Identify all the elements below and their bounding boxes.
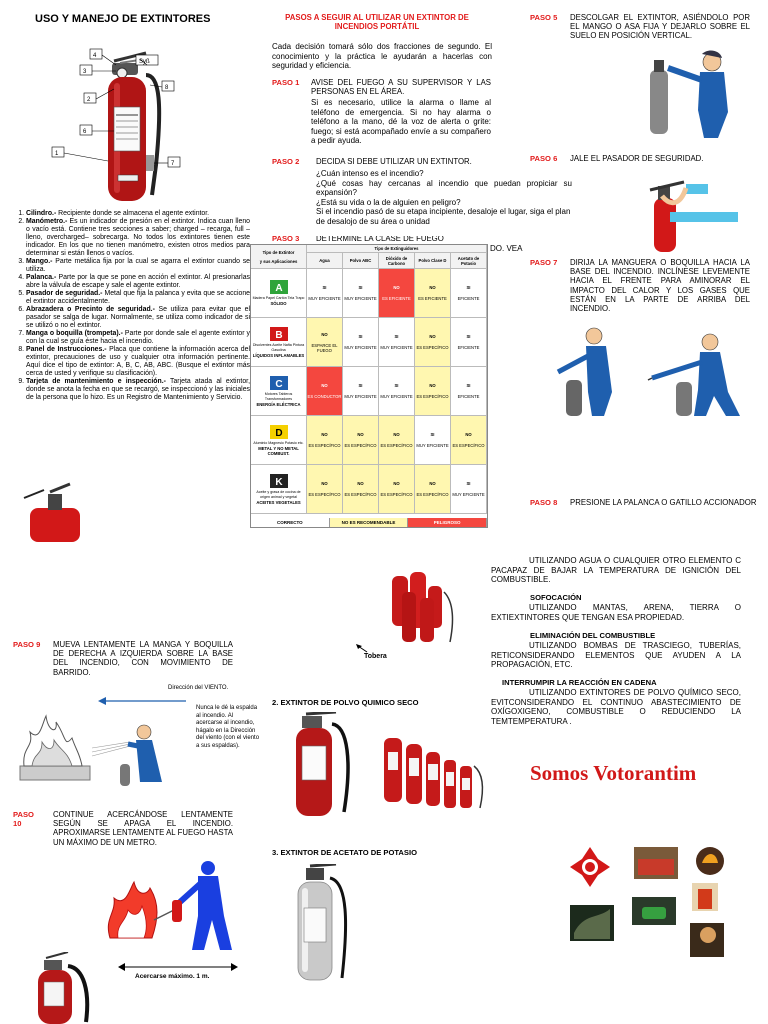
table-cell-note: ES ESPECÍFICO xyxy=(416,345,449,350)
extinguisher-group-icon xyxy=(388,562,458,644)
table-cell xyxy=(379,269,415,318)
callout-3: 3 xyxy=(83,69,87,75)
wind-label: Dirección del VIENTO. xyxy=(168,685,229,691)
extinguisher-bottom-icon xyxy=(28,952,98,1024)
table-cell-note: ES ESPECÍFICO xyxy=(380,492,413,497)
table-cell-note: ES EFICIENTE xyxy=(418,296,447,301)
table-cell xyxy=(379,367,415,416)
svg-text:A: A xyxy=(274,283,283,294)
sweep-fire-illustration xyxy=(12,712,192,792)
table-cell-note: ES ESPECÍFICO xyxy=(308,492,341,497)
table-row-label xyxy=(251,318,307,367)
table-cell-verdict: NO xyxy=(321,481,328,486)
table-row-sub: Aluminio Magnesio Potasio etc. xyxy=(253,440,304,445)
table-cell-verdict: NO xyxy=(429,334,436,339)
table-cell xyxy=(379,318,415,367)
paso1-body: Si es necesario, utilice la alarma o llame al teléfono de emergencia. Si no hay alarma o teléfono a la mano, dé la voz de alerta o grite: fuego; si está acompañado envíe a su compañero a pedir ayuda. xyxy=(311,98,491,146)
table-cell-verdict: SI xyxy=(358,285,363,290)
table-cell-verdict: SI xyxy=(466,481,471,486)
paso8-text: PRESIONE LA PALANCA O GATILLO ACCIONADOR xyxy=(570,498,757,507)
callout-2: 2 xyxy=(87,97,91,103)
part-desc: Tarjeta atada al extintor, donde se anota la fecha en que se recargó, se inspeccionó y las iniciales de la persona que lo hizo. Es un Registro de Mantenimiento y Servicio. xyxy=(26,378,250,401)
table-group-header: Tipo de Extinguidores xyxy=(307,245,487,253)
table-cell xyxy=(343,367,379,416)
table-cell-note: ESPARCE EL FUEGO xyxy=(311,342,338,353)
table-cell xyxy=(451,269,487,318)
table-cell-verdict: NO xyxy=(393,285,400,290)
table-cell-note: MUY EFICIENTE xyxy=(344,394,377,399)
svg-text:K: K xyxy=(274,476,283,488)
table-cell-verdict: SI xyxy=(394,334,399,339)
callout-8: 8 xyxy=(165,85,169,91)
table-cell xyxy=(415,318,451,367)
table-header-2: Dióxido de Carbono xyxy=(379,253,415,269)
table-cell xyxy=(343,416,379,465)
table-row-sub: Disolventes Aceite Nafta Pintura Gasolina xyxy=(252,342,305,352)
part-item xyxy=(26,274,250,290)
table-cell-note: ES ESPECÍFICO xyxy=(308,443,341,448)
approach-fire-illustration xyxy=(100,858,240,958)
part-name: Mango.- xyxy=(26,258,53,265)
table-row-name: METAL Y NO METAL COMBUST. xyxy=(258,445,299,456)
table-cell xyxy=(451,318,487,367)
paso2-body: ¿Cuán intenso es el incendio? ¿Qué cosas hay cercanas al incendio que puedan propiciar su expansión? ¿Está su vida o la de alguien en peligro? Si el incendio pasó de su etapa incipiente, desaloje el lugar, siga el plan de desalojo de su área o unidad xyxy=(316,169,572,226)
extinguisher-pqs-icon xyxy=(284,712,354,816)
paso3-tail: DO. VEA xyxy=(490,244,523,253)
fire-class-table xyxy=(250,244,488,528)
table-row-label xyxy=(251,416,307,465)
tobera-label: Tobera xyxy=(364,653,387,660)
table-cell xyxy=(451,367,487,416)
middle-title: PASOS A SEGUIR AL UTILIZAR UN EXTINTOR DE INCENDIOS PORTÁTIL xyxy=(285,13,469,31)
table-cell-verdict: SI xyxy=(358,383,363,388)
table-cell-note: ES ESPECÍFICO xyxy=(344,443,377,448)
table-row-sub: Motores Tableros Transformadores xyxy=(264,391,293,401)
table-cell-note: ES ESPECÍFICO xyxy=(452,443,485,448)
callout-4: 4 xyxy=(93,53,97,59)
table-cell-note: MUY EFICIENTE xyxy=(344,345,377,350)
table-cell xyxy=(307,465,343,514)
extinguisher-parts-diagram xyxy=(50,45,190,207)
table-row-sub: Aceite y grasa de cocina de origen animal y vegetal xyxy=(256,489,301,499)
table-cell-verdict: SI xyxy=(394,383,399,388)
distance-arrow-icon xyxy=(118,963,238,971)
paso9-text: MUEVA LENTAMENTE LA MANGA Y BOQUILLA DE DERECHA A IZQUIERDA SOBRE LA BASE DEL INCENDIO, CON MOVIMIENTO DE BARRIDO. xyxy=(53,640,233,677)
table-col1-header xyxy=(251,245,307,269)
table-cell-verdict: NO xyxy=(357,432,364,437)
table-header-0: Agua xyxy=(307,253,343,269)
table-cell-note: MUY EFICIENTE xyxy=(308,296,341,301)
part-name: Abrazadera o Precinto de seguridad.- xyxy=(26,306,155,313)
ext3-title: 3. EXTINTOR DE ACETATO DE POTASIO xyxy=(272,848,417,857)
table-row-name: ENERGÍA ELÉCTRICA xyxy=(256,401,301,407)
table-cell-note: EFICIENTE xyxy=(457,345,480,350)
table-cell-verdict: NO xyxy=(321,331,328,337)
table-cell xyxy=(379,465,415,514)
table-cell xyxy=(307,416,343,465)
part-name: Cilindro.- xyxy=(26,210,57,217)
table-cell xyxy=(307,318,343,367)
table-header-1: Polvo ABC xyxy=(343,253,379,269)
part-item xyxy=(26,210,250,218)
table-row-sub: Madera Papel Cartón Tela Trapo xyxy=(252,296,305,300)
interr-title: INTERRUMPIR LA REACCIÓN EN CADENA xyxy=(502,678,657,687)
table-header-4: Acetato de Potasio xyxy=(451,253,487,269)
fire-class-c-icon xyxy=(270,376,288,390)
part-desc: Parte metálica fija por la cual se agarra el extintor cuando se utiliza. xyxy=(26,258,250,273)
callout-syb: Syß xyxy=(139,59,150,65)
table-cell-note: MUY EFICIENTE xyxy=(416,443,449,448)
part-desc: Parte por donde sale el agente extintor y con la cual se guía éste hacia el incendio. xyxy=(26,330,250,345)
table-cell-verdict: NO xyxy=(321,383,328,388)
legend-item: CORRECTO xyxy=(251,518,330,527)
part-name: Tarjeta de mantenimiento e inspección.- xyxy=(26,378,166,385)
table-cell-note: MUY EFICIENTE xyxy=(380,394,413,399)
part-name: Panel de Instrucciones.- xyxy=(26,346,107,353)
table-col1b: y sus Aplicaciones xyxy=(259,258,298,264)
table-legend xyxy=(251,518,487,527)
parts-list xyxy=(14,210,250,402)
table-cell-note: MUY EFICIENTE xyxy=(452,492,485,497)
fire-class-k-icon xyxy=(270,474,288,488)
interr-text: UTILIZANDO EXTINTORES DE POLVO QUÍMICO SECO, EVITCONSIDERANDO EL CONTINUO ABASTECIMIENTO DE OXÍGOXIGENO, COMBUSTIBLE O REDUCIENDO LA TEMTEMPERATURA . xyxy=(491,688,741,726)
table-cell-verdict: NO xyxy=(429,481,436,486)
paso2-head: DECIDA SI DEBE UTILIZAR UN EXTINTOR. xyxy=(316,157,472,166)
table-cell-note: MUY EFICIENTE xyxy=(344,296,377,301)
table-cell xyxy=(415,465,451,514)
paso5-text: DESCOLGAR EL EXTINTOR, ASIÉNDOLO POR EL MANGO O ASA FIJA Y DEJARLO SOBRE EL SUELO EN POSICIÓN VERTICAL. xyxy=(570,13,750,41)
table-cell xyxy=(451,465,487,514)
table-cell-verdict: NO xyxy=(357,481,364,486)
paso6-text: JALE EL PASADOR DE SEGURIDAD. xyxy=(570,154,704,163)
part-item xyxy=(26,218,250,258)
table-cell-note: MUY EFICIENTE xyxy=(380,345,413,350)
wind-arrow-icon xyxy=(98,696,188,706)
paso7-label: PASO 7 xyxy=(530,258,558,267)
part-desc: Recipiente donde se almacena el agente extintor. xyxy=(56,210,210,217)
callout-1: 1 xyxy=(55,151,59,157)
callout-6: 6 xyxy=(83,129,87,135)
part-name: Pasador de seguridad.- xyxy=(26,290,103,297)
elim-title: ELIMINACIÓN DEL COMBUSTIBLE xyxy=(530,631,656,640)
table-cell-note: ES EFICIENTE xyxy=(382,296,411,301)
part-name: Palanca.- xyxy=(26,274,57,281)
table-row-label xyxy=(251,465,307,514)
part-item xyxy=(26,306,250,330)
paso9-label: PASO 9 xyxy=(13,640,41,649)
table-cell-note: ES ESPECÍFICO xyxy=(380,443,413,448)
table-cell-verdict: SI xyxy=(466,383,471,388)
svg-text:C: C xyxy=(274,378,283,390)
left-title: USO Y MANEJO DE EXTINTORES xyxy=(35,13,211,25)
sofoc-text: UTILIZANDO MANTAS, ARENA, TIERRA O EXTIEXTINTORES QUE TENGAN ESA PROPIEDAD. xyxy=(491,603,741,622)
table-cell-verdict: SI xyxy=(466,285,471,290)
middle-intro: Cada decisión tomará sólo dos fracciones de segundo. El conocimiento y la práctica le ayudarán a hacerlas con seguridad y eficiencia. xyxy=(272,42,492,71)
part-desc: Metal que fija la palanca y evita que se accione el extintor accidentalmente. xyxy=(26,290,251,305)
part-desc: Es un indicador de presión en el extintor. Indica cuan lleno o vacío está. Contiene tres secciones a saber; charged – recarga, full – lleno, overcharged– sobrecarga. No todos los extintores tienen este indicador. En los que no tienen manómetro, existen otros medios para determinar si están llenos o vacíos. xyxy=(26,218,250,257)
fire-class-a-icon xyxy=(270,280,288,294)
paso7-text: DIRIJA LA MANGUERA O BOQUILLA HACIA LA BASE DEL INCENDIO. INCLÍNESE LEVEMENTE HACIA EL FRENTE PARA AMINORAR EL IMPACTO DEL CALOR Y LOS GASES QUE ESTÁN EN LA PARTE DE ARRIBA DEL INCENDIO. xyxy=(570,258,750,314)
table-cell-verdict: NO xyxy=(429,383,436,388)
table-cell xyxy=(415,367,451,416)
sofoc-title: SOFOCACIÓN xyxy=(530,593,582,602)
paso10-text: CONTINUE ACERCÁNDOSE LENTAMENTE SEGÚN SE APAGA EL INCENDIO. APROXIMARSE LENTAMENTE AL FUEGO HASTA UN MÁXIMO DE UN METRO. xyxy=(53,810,233,847)
table-cell-verdict: NO xyxy=(429,285,436,290)
paso7-illustration xyxy=(552,322,752,418)
extinguisher-acetato-icon xyxy=(290,864,354,982)
svg-text:D: D xyxy=(274,427,283,439)
table-cell-note: EFICIENTE xyxy=(457,394,480,399)
method-cooling: UTILIZANDO AGUA O CUALQUIER OTRO ELEMENTO C PACAPAZ DE BAJAR LA TEMPERATURA DE IGNICIÓN DEL COMBUSTIBLE. xyxy=(491,556,741,585)
table-cell-note: ES ESPECÍFICO xyxy=(416,492,449,497)
table-cell-note: EFICIENTE xyxy=(457,296,480,301)
paso2-label: PASO 2 xyxy=(272,157,300,166)
paso8-label: PASO 8 xyxy=(530,498,558,507)
table-cell-verdict: SI xyxy=(466,334,471,339)
part-item xyxy=(26,258,250,274)
part-name: Manómetro.- xyxy=(26,218,68,225)
paso3-head: DETERMINE LA CLASE DE FUEGO xyxy=(316,236,444,242)
table-cell-verdict: SI xyxy=(322,285,327,290)
svg-text:B: B xyxy=(274,329,283,341)
table-header-3: Polvo Clase D xyxy=(415,253,451,269)
table-cell xyxy=(343,465,379,514)
extinguisher-small-icon xyxy=(22,478,82,542)
callout-7: 7 xyxy=(171,161,175,167)
paso5-label: PASO 5 xyxy=(530,13,558,22)
firefighter-photo-collage xyxy=(568,843,738,961)
table-col1a: Tipo de Extintor xyxy=(262,249,295,255)
part-item xyxy=(26,330,250,346)
part-item xyxy=(26,346,250,378)
fire-class-b-icon xyxy=(270,327,288,341)
paso1-head: AVISE DEL FUEGO A SU SUPERVISOR Y LAS PERSONAS EN EL ÁREA. xyxy=(311,78,491,97)
table-row-name: LÍQUIDOS INFLAMABLES xyxy=(252,352,305,358)
table-cell-note: ES CONDUCTOR xyxy=(307,394,342,399)
part-desc: Se utiliza para evitar que el pasador se salga de lugar. Normalmente, se utiliza como indicador de si se utilizó o no el extintor. xyxy=(26,306,250,329)
table-row-label xyxy=(251,367,307,416)
wind-note: Nunca le dé la espalda al incendio. Al acercarse al incendio, hágalo en la Dirección del viento (con el viento a sus espaldas). xyxy=(196,705,260,749)
paso6-illustration xyxy=(640,176,740,252)
brand-votorantim: Somos Votorantim xyxy=(530,761,697,785)
table-cell-note: ES ESPECÍFICO xyxy=(416,394,449,399)
paso6-label: PASO 6 xyxy=(530,154,558,163)
paso5-illustration xyxy=(642,50,742,140)
table-row-name: SÓLIDO xyxy=(270,301,287,306)
table-cell-verdict: SI xyxy=(358,334,363,339)
table-cell-note: ES ESPECÍFICO xyxy=(344,492,377,497)
ext2-title: 2. EXTINTOR DE POLVO QUIMICO SECO xyxy=(272,698,419,707)
legend-item: NO ES RECOMENDABLE xyxy=(330,518,409,527)
table-cell-verdict: NO xyxy=(465,432,472,437)
part-item xyxy=(26,378,250,402)
extinguisher-row-icon xyxy=(380,730,490,810)
paso1-label: PASO 1 xyxy=(272,78,300,87)
paso3-row xyxy=(272,236,492,242)
table-cell-verdict: NO xyxy=(393,432,400,437)
table-cell xyxy=(415,416,451,465)
part-desc: Placa que contiene la información acerca del extintor, precauciones de uso y cualquier otra información pertinente. Aquí dice el tipo de extintor: A, B, C, AB, ABC. (Busque el extintor más cerca de usted y verifique su clasificación). xyxy=(26,346,250,377)
table-cell xyxy=(415,269,451,318)
paso10-label: PASO 10 xyxy=(13,810,34,828)
part-name: Manga o boquilla (trompeta).- xyxy=(26,330,123,337)
table-row-name: ACEITES VEGETALES xyxy=(256,499,301,505)
fire-class-d-icon xyxy=(270,425,288,439)
elim-text: UTILIZANDO BOMBAS DE TRASCIEGO, TUBERÍAS, RETICONSIDERANDO ELEMENTOS QUE AYUDEN A LA PROPAGACIÓN, ETC. xyxy=(491,641,741,670)
approach-label: Acercarse máximo. 1 m. xyxy=(135,973,210,980)
part-desc: Parte por la que se pone en acción el extintor. Al presionarlas abre la válvula de escape y sale el agente extintor. xyxy=(26,274,250,289)
table-cell xyxy=(451,416,487,465)
table-cell xyxy=(307,269,343,318)
table-cell-verdict: SI xyxy=(430,432,435,437)
table-row-label xyxy=(251,269,307,318)
table-cell xyxy=(343,269,379,318)
part-item xyxy=(26,290,250,306)
legend-item: PELIGROSO xyxy=(408,518,487,527)
table-cell-verdict: NO xyxy=(321,432,328,437)
table-cell-verdict: NO xyxy=(393,481,400,486)
paso3-label: PASO 3 xyxy=(272,236,300,242)
table-cell xyxy=(379,416,415,465)
table-cell xyxy=(343,318,379,367)
table-cell xyxy=(307,367,343,416)
